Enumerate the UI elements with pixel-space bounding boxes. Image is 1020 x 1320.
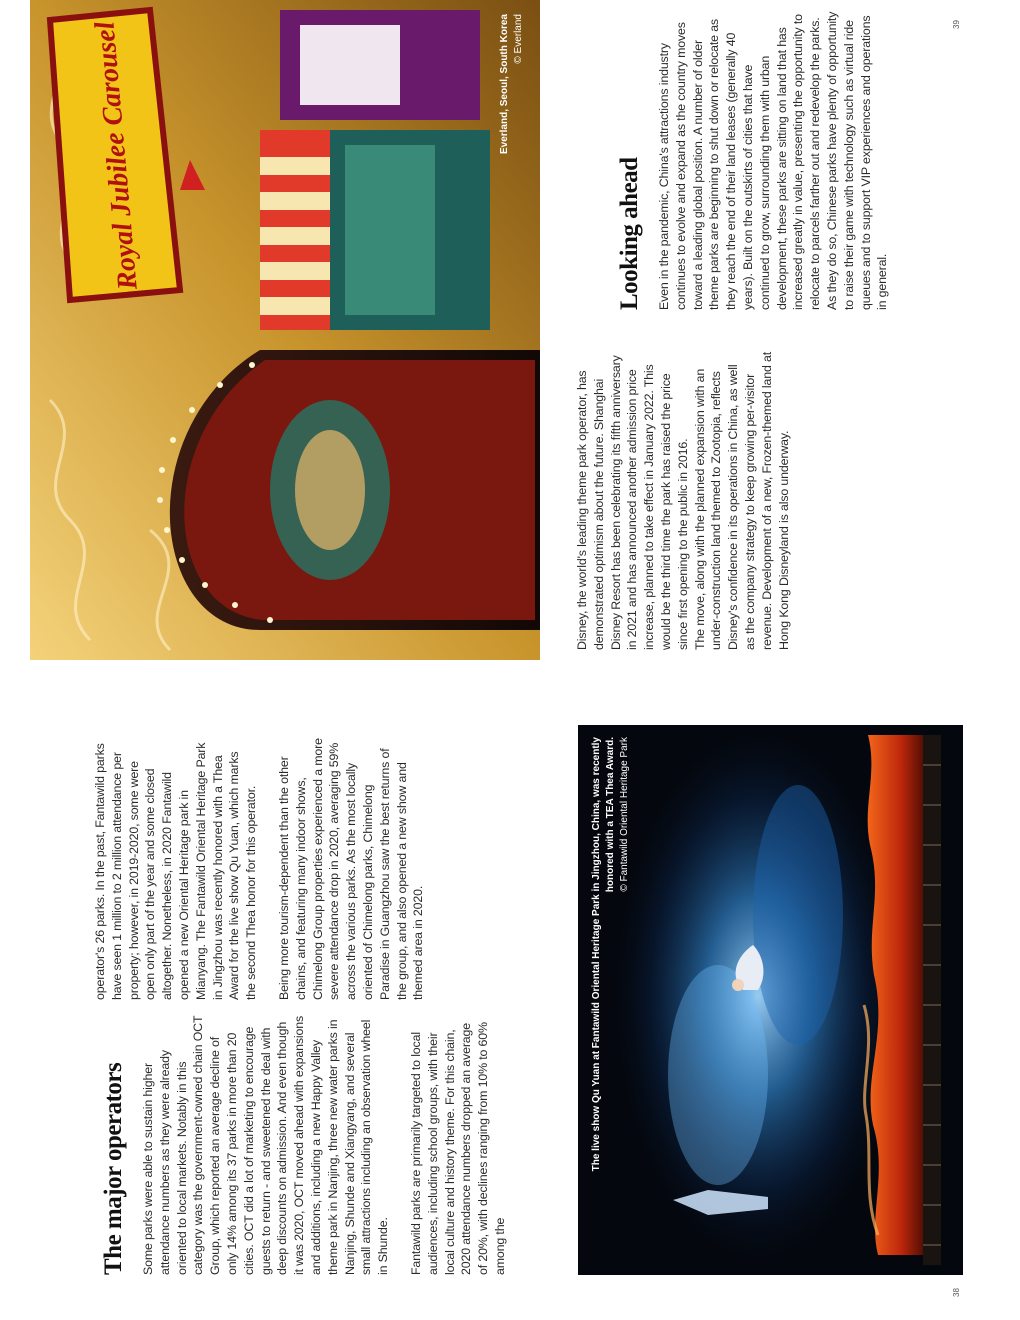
right-page [30,10,960,660]
qu-yuan-show-illustration [578,725,963,1275]
everland-carousel-photo [30,0,540,660]
caption-credit: © Fantawild Oriental Heritage Park [619,737,630,892]
paragraph: operator's 26 parks. In the past, Fantawild parks have seen 1 million to 2 million attendance per property; however, in 2019-2020, some were open only part of the year and some closed altogether. Nonetheless, in 2020 Fantawild opened a new Oriental Heritage park in Mianyang. The Fantawild Oriental Heritage Park in Jingzhou was recently honored with a Thea Award for the live show Qu Yuan, which marks the second Thea honor for this operator. [93,742,259,1000]
left-column-2 [92,738,443,1000]
paragraph: Even in the pandemic, China's attractions industry continues to evolve and expand as the country moves toward a leading global position. A number of older theme parks are beginning to shut down or relocate as they reach the end of their land leases (generally 40 years). Built on the outskirts of cities that have continued to grow, surrounding them with urban development, these parks are sitting on land that has increased greatly in value, presenting the opportunity to relocate to parcels farther out and redevelop the parks. As they do so, Chinese parks have plenty of opportunity to raise their game with technology such as virtual ride queues and to support VIP experiences and operations in general. [657,11,890,310]
page-number-right: 39 [951,20,961,29]
caption-text: Everland, Seoul, South Korea [499,14,510,155]
qu-yuan-show-photo [578,725,963,1275]
caption-credit: © Everland [513,14,524,64]
paragraph: Disney, the world's leading theme park operator, has demonstrated optimism about the future. Shanghai Disney Resort has been celebrating its fifth anniversary in 2021 and has announced another admission price increase, planned to take effect in January 2022. This would be the third time the park has raised the price since first opening to the public in 2016. [575,355,690,650]
heading-major-operators: The major operators [100,1062,127,1275]
heading-looking-ahead: Looking ahead [616,157,643,310]
paragraph: Some parks were able to sustain higher attendance numbers as they were already oriented to local markets. Notably in this category was the government-owned chain OCT Group, which reported an average decline of only 14% among its 37 parks in more than 20 cities. OCT did a lot of marketing to encourage guests to return - and sweetened the deal with deep discounts on admission. And even though it was 2020, OCT moved ahead with expansions and additions, including a new Happy Valley theme park in Nanjing, three new water parks in Nanjing, Shunde and Xiangyang, and several small attractions including an observation wheel in Shunde. [141,1015,391,1275]
left-column-1 [140,1015,525,1275]
right-column-2 [656,10,907,310]
everland-photo-caption [498,14,526,314]
left-page [30,705,960,1305]
page-number-left: 38 [951,1288,961,1297]
caption-text: The live show Qu Yuan at Fantawild Oriental Heritage Park in Jingzhou, China, was recently honored with a TEA Thea Award. [591,737,616,1172]
paragraph: Fantawild parks are primarily targeted to local audiences, including school groups, with their local culture and history theme. For this chain, 2020 attendance numbers dropped an average of 20%, with declines ranging from 10% to 60% among the [408,1022,507,1275]
paragraph: Being more tourism-dependent than the other chains, and featuring many indoor shows, Chimelong Group properties experienced a more severe attendance drop in 2020, averaging 59% across the various parks. As the most locally oriented of Chimelong parks, Chimelong Paradise in Guangzhou saw the best returns of the group, and also opened a new show and themed area in 2020. [276,738,426,1000]
qu-yuan-photo-caption [590,737,632,1197]
right-column-1 [574,350,808,650]
sign-text: Royal Jubilee Carousel [89,20,144,292]
paragraph: The move, along with the planned expansion with an under-construction land themed to Zootopia, reflects Disney's confidence in its operations in China, as well as the company strategy to keep growing per-visitor revenue. Development of a new, Frozen-themed land at Hong Kong Disneyland is also underway. [692,351,791,650]
carousel-illustration [30,0,540,660]
